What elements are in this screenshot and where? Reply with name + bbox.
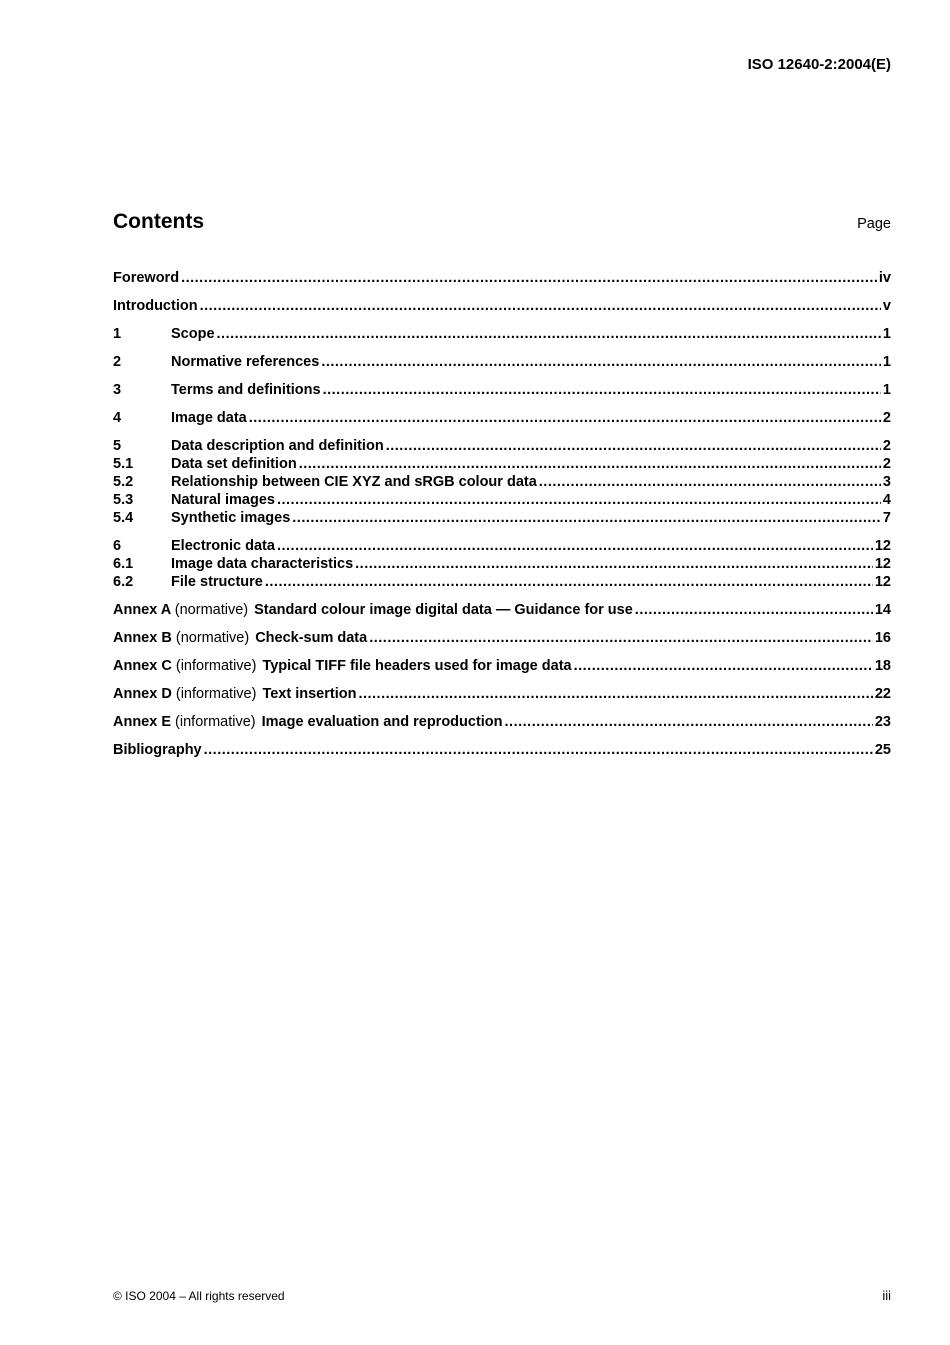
toc-entry-number: 1 bbox=[113, 326, 122, 342]
toc-entry-5-4[interactable] bbox=[113, 509, 891, 527]
toc-entry-page: 18 bbox=[874, 658, 891, 674]
toc-entry-annex-c[interactable] bbox=[113, 657, 891, 675]
toc-entry-6-1[interactable] bbox=[113, 555, 891, 573]
toc-entry-page: 12 bbox=[874, 538, 891, 554]
annex-type: (informative) bbox=[175, 714, 256, 730]
dot-leader bbox=[277, 491, 881, 509]
toc-entry-page: 12 bbox=[874, 556, 891, 572]
toc-entry-annex-b[interactable] bbox=[113, 629, 891, 647]
copyright-notice: © ISO 2004 – All rights reserved bbox=[113, 1289, 285, 1303]
toc-entry-page: v bbox=[882, 298, 891, 314]
toc-entry-page: 2 bbox=[882, 410, 891, 426]
toc-entry-number: 5.1 bbox=[113, 456, 134, 472]
annex-type: (normative) bbox=[175, 630, 250, 646]
toc-entry-5-1[interactable] bbox=[113, 455, 891, 473]
toc-entry-title: Natural images bbox=[171, 492, 275, 508]
toc-entry-annex-a[interactable] bbox=[113, 601, 891, 619]
toc-entry-title: Synthetic images bbox=[171, 510, 291, 526]
toc-entry-title: Image data bbox=[171, 410, 247, 426]
toc-entry-page: 2 bbox=[882, 438, 891, 454]
dot-leader bbox=[277, 537, 873, 555]
toc-entry-page: 1 bbox=[882, 382, 891, 398]
toc-entry-title: Image data characteristics bbox=[171, 556, 354, 572]
toc-entry-page: 7 bbox=[882, 510, 891, 526]
toc-entry-number: 5.4 bbox=[113, 510, 134, 526]
dot-leader bbox=[369, 629, 873, 647]
toc-entry-page: 14 bbox=[874, 602, 891, 618]
toc-entry-title: Terms and definitions bbox=[171, 382, 321, 398]
annex-label: Annex A bbox=[113, 602, 171, 618]
toc-entry-annex-e[interactable] bbox=[113, 713, 891, 731]
dot-leader bbox=[358, 685, 872, 703]
annex-label: Annex C bbox=[113, 658, 172, 674]
toc-entry-number: 5.2 bbox=[113, 474, 134, 490]
toc-entry-bibliography[interactable] bbox=[113, 741, 891, 759]
dot-leader bbox=[321, 353, 881, 371]
dot-leader bbox=[355, 555, 873, 573]
toc-entry-title: Foreword bbox=[113, 270, 180, 286]
page-number: iii bbox=[882, 1288, 891, 1303]
annex-label: Annex D bbox=[113, 686, 172, 702]
toc-entry-1[interactable] bbox=[113, 325, 891, 343]
toc-entry-6[interactable] bbox=[113, 537, 891, 555]
dot-leader bbox=[574, 657, 873, 675]
toc-entry-page: 1 bbox=[882, 326, 891, 342]
toc-entry-5-2[interactable] bbox=[113, 473, 891, 491]
annex-title: Image evaluation and reproduction bbox=[261, 714, 503, 730]
toc-entry-number: 6.1 bbox=[113, 556, 134, 572]
dot-leader bbox=[323, 381, 881, 399]
toc-entry-page: 1 bbox=[882, 354, 891, 370]
toc-entry-page: 23 bbox=[874, 714, 891, 730]
toc-entry-4[interactable] bbox=[113, 409, 891, 427]
dot-leader bbox=[181, 269, 877, 287]
toc-entry-page: iv bbox=[878, 270, 891, 286]
annex-label: Annex B bbox=[113, 630, 172, 646]
toc-entry-number: 5.3 bbox=[113, 492, 134, 508]
dot-leader bbox=[217, 325, 881, 343]
toc-entry-title: Introduction bbox=[113, 298, 198, 314]
toc-entry-title: Data description and definition bbox=[171, 438, 384, 454]
dot-leader bbox=[204, 741, 873, 759]
annex-label: Annex E bbox=[113, 714, 172, 730]
toc-entry-number: 2 bbox=[113, 354, 122, 370]
dot-leader bbox=[539, 473, 881, 491]
toc-entry-title: Data set definition bbox=[171, 456, 297, 472]
annex-type: (informative) bbox=[175, 686, 257, 702]
toc-entry-page: 25 bbox=[874, 742, 891, 758]
toc-entry-number: 5 bbox=[113, 438, 122, 454]
toc-entry-page: 4 bbox=[882, 492, 891, 508]
document-id: ISO 12640-2:2004(E) bbox=[747, 56, 891, 73]
toc-entry-foreword[interactable] bbox=[113, 269, 891, 287]
toc-entry-title bbox=[113, 601, 633, 619]
dot-leader bbox=[386, 437, 881, 455]
dot-leader bbox=[292, 509, 881, 527]
toc-entry-page: 12 bbox=[874, 574, 891, 590]
toc-entry-title bbox=[113, 685, 356, 703]
dot-leader bbox=[249, 409, 881, 427]
toc-entry-5-3[interactable] bbox=[113, 491, 891, 509]
dot-leader bbox=[299, 455, 881, 473]
dot-leader bbox=[265, 573, 873, 591]
annex-title: Text insertion bbox=[262, 686, 357, 702]
toc-entry-page: 22 bbox=[874, 686, 891, 702]
dot-leader bbox=[200, 297, 881, 315]
toc-entry-introduction[interactable] bbox=[113, 297, 891, 315]
toc-entry-title: Normative references bbox=[171, 354, 320, 370]
toc-entry-number: 3 bbox=[113, 382, 122, 398]
page-column-label: Page bbox=[857, 216, 891, 232]
annex-title: Standard colour image digital data — Guidance for use bbox=[254, 602, 633, 618]
toc-entry-3[interactable] bbox=[113, 381, 891, 399]
toc-entry-title: Electronic data bbox=[171, 538, 275, 554]
toc-entry-title: Bibliography bbox=[113, 742, 202, 758]
dot-leader bbox=[505, 713, 873, 731]
toc-entry-title bbox=[113, 657, 572, 675]
toc-entry-2[interactable] bbox=[113, 353, 891, 371]
toc-entry-title: File structure bbox=[171, 574, 263, 590]
toc-entry-6-2[interactable] bbox=[113, 573, 891, 591]
toc-entry-page: 3 bbox=[882, 474, 891, 490]
toc-entry-title: Relationship between CIE XYZ and sRGB colour data bbox=[171, 474, 537, 490]
annex-title: Check-sum data bbox=[255, 630, 368, 646]
toc-entry-page: 16 bbox=[874, 630, 891, 646]
toc-entry-5[interactable] bbox=[113, 437, 891, 455]
annex-title: Typical TIFF file headers used for image data bbox=[262, 658, 572, 674]
toc-entry-title bbox=[113, 629, 367, 647]
toc-entry-annex-d[interactable] bbox=[113, 685, 891, 703]
toc-entry-title bbox=[113, 713, 503, 731]
toc-entry-number: 6.2 bbox=[113, 574, 134, 590]
toc-entry-number: 4 bbox=[113, 410, 122, 426]
table-of-contents bbox=[113, 269, 891, 759]
toc-entry-number: 6 bbox=[113, 538, 122, 554]
dot-leader bbox=[635, 601, 873, 619]
contents-heading: Contents bbox=[113, 210, 204, 233]
toc-entry-page: 2 bbox=[882, 456, 891, 472]
annex-type: (normative) bbox=[174, 602, 249, 618]
toc-entry-title: Scope bbox=[171, 326, 215, 342]
annex-type: (informative) bbox=[175, 658, 257, 674]
